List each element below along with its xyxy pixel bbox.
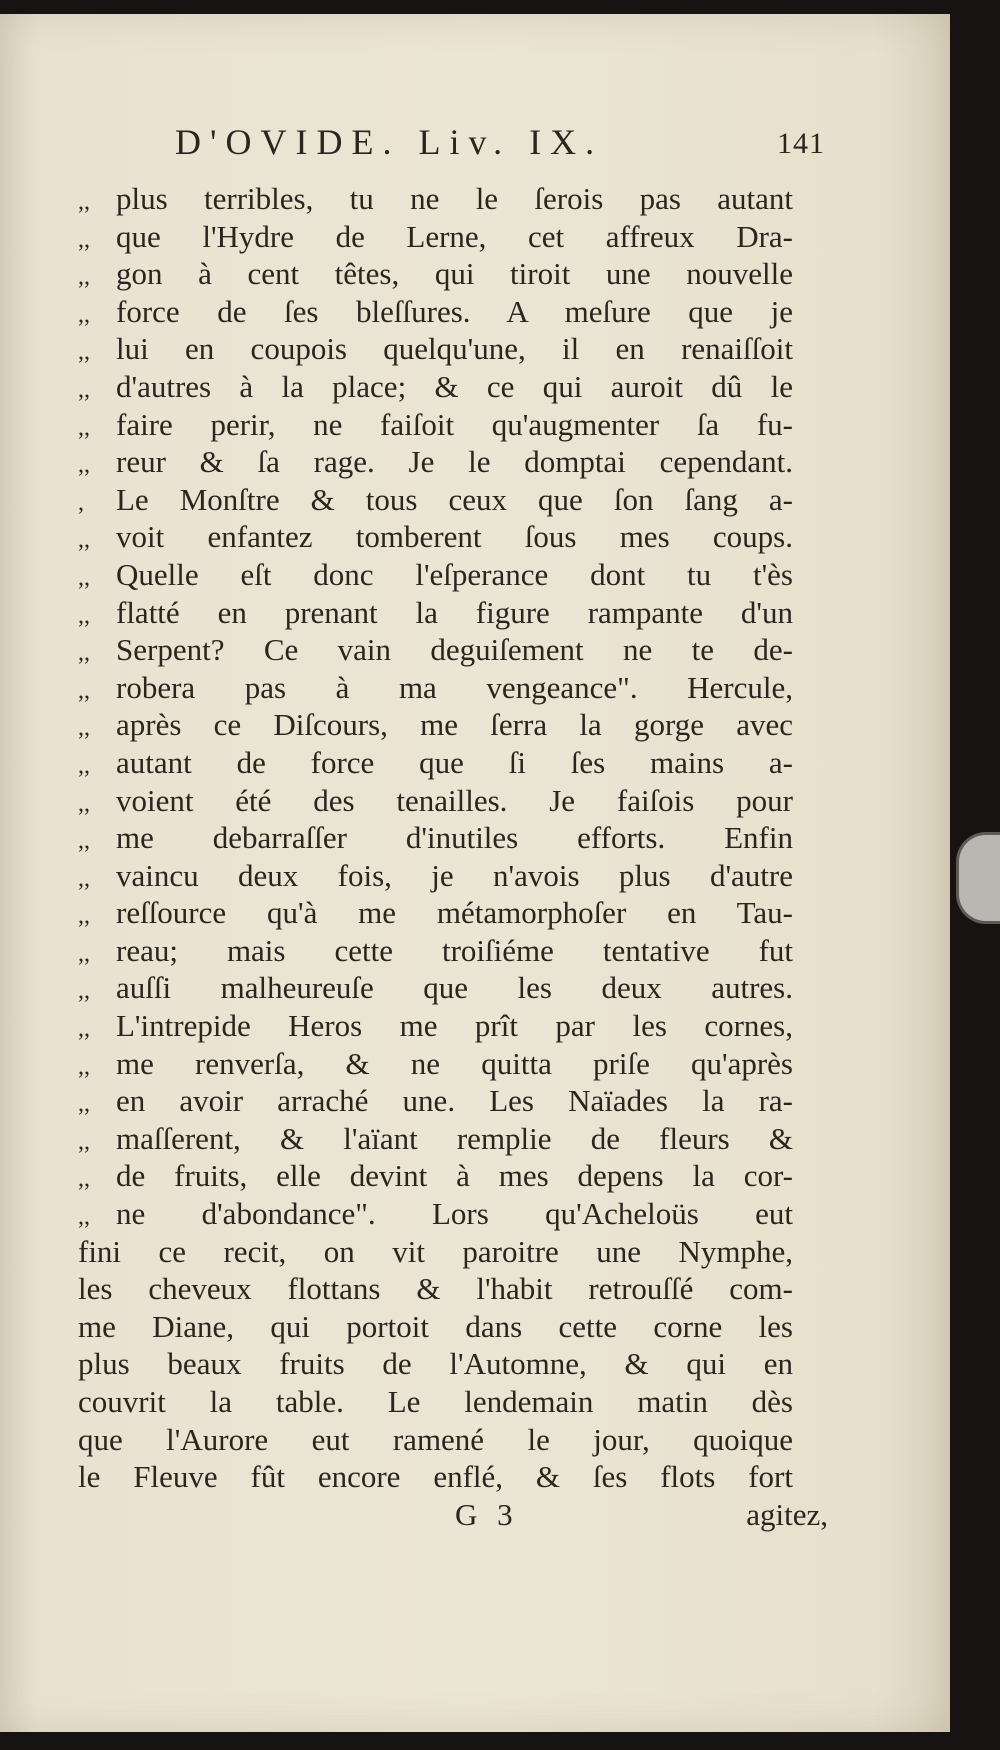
text-line xyxy=(78,443,793,481)
line-text: maſſerent, & l'aïant remplie de fleurs & xyxy=(116,1120,793,1156)
text-line xyxy=(78,481,793,519)
quote-mark: ,, xyxy=(78,339,90,366)
line-text: Quelle eſt donc l'eſperance dont tu t'ès xyxy=(116,556,793,592)
quote-mark: ,, xyxy=(78,189,90,215)
text-line xyxy=(78,518,793,556)
running-title: D'OVIDE. Liv. IX. xyxy=(175,122,604,162)
text-line xyxy=(78,932,793,970)
line-text: me debarraſſer d'inutiles efforts. Enfin xyxy=(116,820,793,856)
text-line xyxy=(78,1007,793,1045)
quote-mark: ,, xyxy=(78,527,90,554)
quote-mark: ,, xyxy=(78,264,90,291)
signature-mark: G 3 xyxy=(455,1497,519,1532)
text-line xyxy=(78,969,793,1007)
line-text: de fruits, elle devint à mes depens la cor- xyxy=(116,1158,793,1194)
text-line xyxy=(78,1421,793,1459)
quote-mark: ,, xyxy=(78,1128,90,1155)
quote-mark: ,, xyxy=(78,715,90,742)
line-text: en avoir arraché une. Les Naïades la ra- xyxy=(116,1083,793,1119)
quote-mark: ,, xyxy=(78,978,90,1005)
quote-mark: ,, xyxy=(78,1091,90,1118)
quote-mark: ,, xyxy=(78,903,90,930)
line-text: reur & ſa rage. Je le domptai cependant. xyxy=(116,444,793,480)
line-text: gon à cent têtes, qui tiroit une nouvelle xyxy=(116,256,793,292)
text-line xyxy=(78,1345,793,1383)
quote-mark: ,, xyxy=(78,564,90,591)
line-text: le Fleuve fût encore enflé, & ſes flots fort xyxy=(78,1459,793,1495)
quote-mark: ,, xyxy=(78,452,90,479)
text-line xyxy=(78,819,793,857)
line-text: L'intrepide Heros me prît par les cornes, xyxy=(116,1008,793,1044)
line-text: les cheveux flottans & l'habit retrouſſé com- xyxy=(78,1271,793,1307)
line-text: auſſi malheureuſe que les deux autres. xyxy=(116,970,793,1006)
line-text: d'autres à la place; & ce qui auroit dû le xyxy=(116,368,793,404)
page-header xyxy=(175,118,825,166)
line-text: couvrit la table. Le lendemain matin dès xyxy=(78,1384,793,1419)
body-text xyxy=(78,180,793,1496)
page-number: 141 xyxy=(777,127,825,160)
text-line xyxy=(78,1308,793,1346)
quote-mark: ,, xyxy=(78,376,90,403)
text-line xyxy=(78,1045,793,1083)
text-line xyxy=(78,293,793,331)
text-line xyxy=(78,1157,793,1195)
line-text: plus beaux fruits de l'Automne, & qui en xyxy=(78,1346,793,1382)
line-text: reſſource qu'à me métamorphoſer en Tau- xyxy=(116,895,793,931)
quote-mark: ,, xyxy=(78,1016,90,1043)
text-line xyxy=(78,180,793,218)
line-text: autant de force que ſi ſes mains a- xyxy=(116,744,793,780)
text-line xyxy=(78,1233,793,1271)
line-text: robera pas à ma vengeance". Hercule, xyxy=(116,669,793,705)
line-text: voit enfantez tomberent ſous mes coups. xyxy=(116,519,793,555)
quote-mark: , xyxy=(78,489,84,516)
text-line xyxy=(78,218,793,256)
quote-mark: ,, xyxy=(78,602,90,629)
text-line xyxy=(78,594,793,632)
quote-mark: ,, xyxy=(78,940,90,967)
text-line xyxy=(78,669,793,707)
text-line xyxy=(78,631,793,669)
quote-mark: ,, xyxy=(78,752,90,779)
text-line xyxy=(78,255,793,293)
quote-mark: ,, xyxy=(78,677,90,704)
text-line xyxy=(78,330,793,368)
line-text: Serpent? Ce vain deguiſement ne te de- xyxy=(116,632,793,668)
text-line xyxy=(78,368,793,406)
catchword: agitez, xyxy=(746,1497,828,1532)
text-line xyxy=(78,894,793,932)
quote-mark: ,, xyxy=(78,226,90,253)
line-text: flatté en prenant la figure rampante d'un xyxy=(116,594,793,630)
page-clip-tab xyxy=(956,832,1000,924)
text-line xyxy=(78,782,793,820)
line-text: force de ſes bleſſures. A meſure que je xyxy=(116,293,793,329)
quote-mark: ,, xyxy=(78,1053,90,1080)
text-line xyxy=(78,1120,793,1158)
text-line xyxy=(78,1270,793,1308)
quote-mark: ,, xyxy=(78,828,90,855)
line-text: plus terribles, tu ne le ſerois pas autant xyxy=(116,181,793,216)
text-line xyxy=(78,406,793,444)
line-text: me Diane, qui portoit dans cette corne les xyxy=(78,1308,793,1344)
text-line xyxy=(78,744,793,782)
line-text: vaincu deux fois, je n'avois plus d'autre xyxy=(116,857,793,893)
quote-mark: ,, xyxy=(78,640,90,667)
quote-mark: ,, xyxy=(78,790,90,817)
line-text: lui en coupois quelqu'une, il en renaiſſoit xyxy=(116,331,793,367)
line-text: Le Monſtre & tous ceux que ſon ſang a- xyxy=(116,481,793,517)
line-text: reau; mais cette troiſiéme tentative fut xyxy=(116,932,793,968)
quote-mark: ,, xyxy=(78,1166,90,1193)
text-line xyxy=(78,706,793,744)
line-text: que l'Aurore eut ramené le jour, quoique xyxy=(78,1421,793,1457)
line-text: fini ce recit, on vit paroitre une Nymphe, xyxy=(78,1233,793,1269)
quote-mark: ,, xyxy=(78,865,90,892)
line-text: ne d'abondance". Lors qu'Acheloüs eut xyxy=(116,1196,793,1232)
text-line xyxy=(78,556,793,594)
text-line xyxy=(78,1195,793,1233)
line-text: me renverſa, & ne quitta priſe qu'après xyxy=(116,1045,793,1081)
text-line xyxy=(78,857,793,895)
line-text: que l'Hydre de Lerne, cet affreux Dra- xyxy=(116,218,793,254)
quote-mark: ,, xyxy=(78,301,90,328)
line-text: voient été des tenailles. Je faiſois pour xyxy=(116,782,793,818)
text-line xyxy=(78,1383,793,1421)
quote-mark: ,, xyxy=(78,1204,90,1231)
quote-mark: ,, xyxy=(78,414,90,441)
line-text: faire perir, ne faiſoit qu'augmenter ſa fu- xyxy=(116,406,793,442)
text-line xyxy=(78,1458,793,1496)
text-line xyxy=(78,1082,793,1120)
line-text: après ce Diſcours, me ſerra la gorge avec xyxy=(116,707,793,743)
